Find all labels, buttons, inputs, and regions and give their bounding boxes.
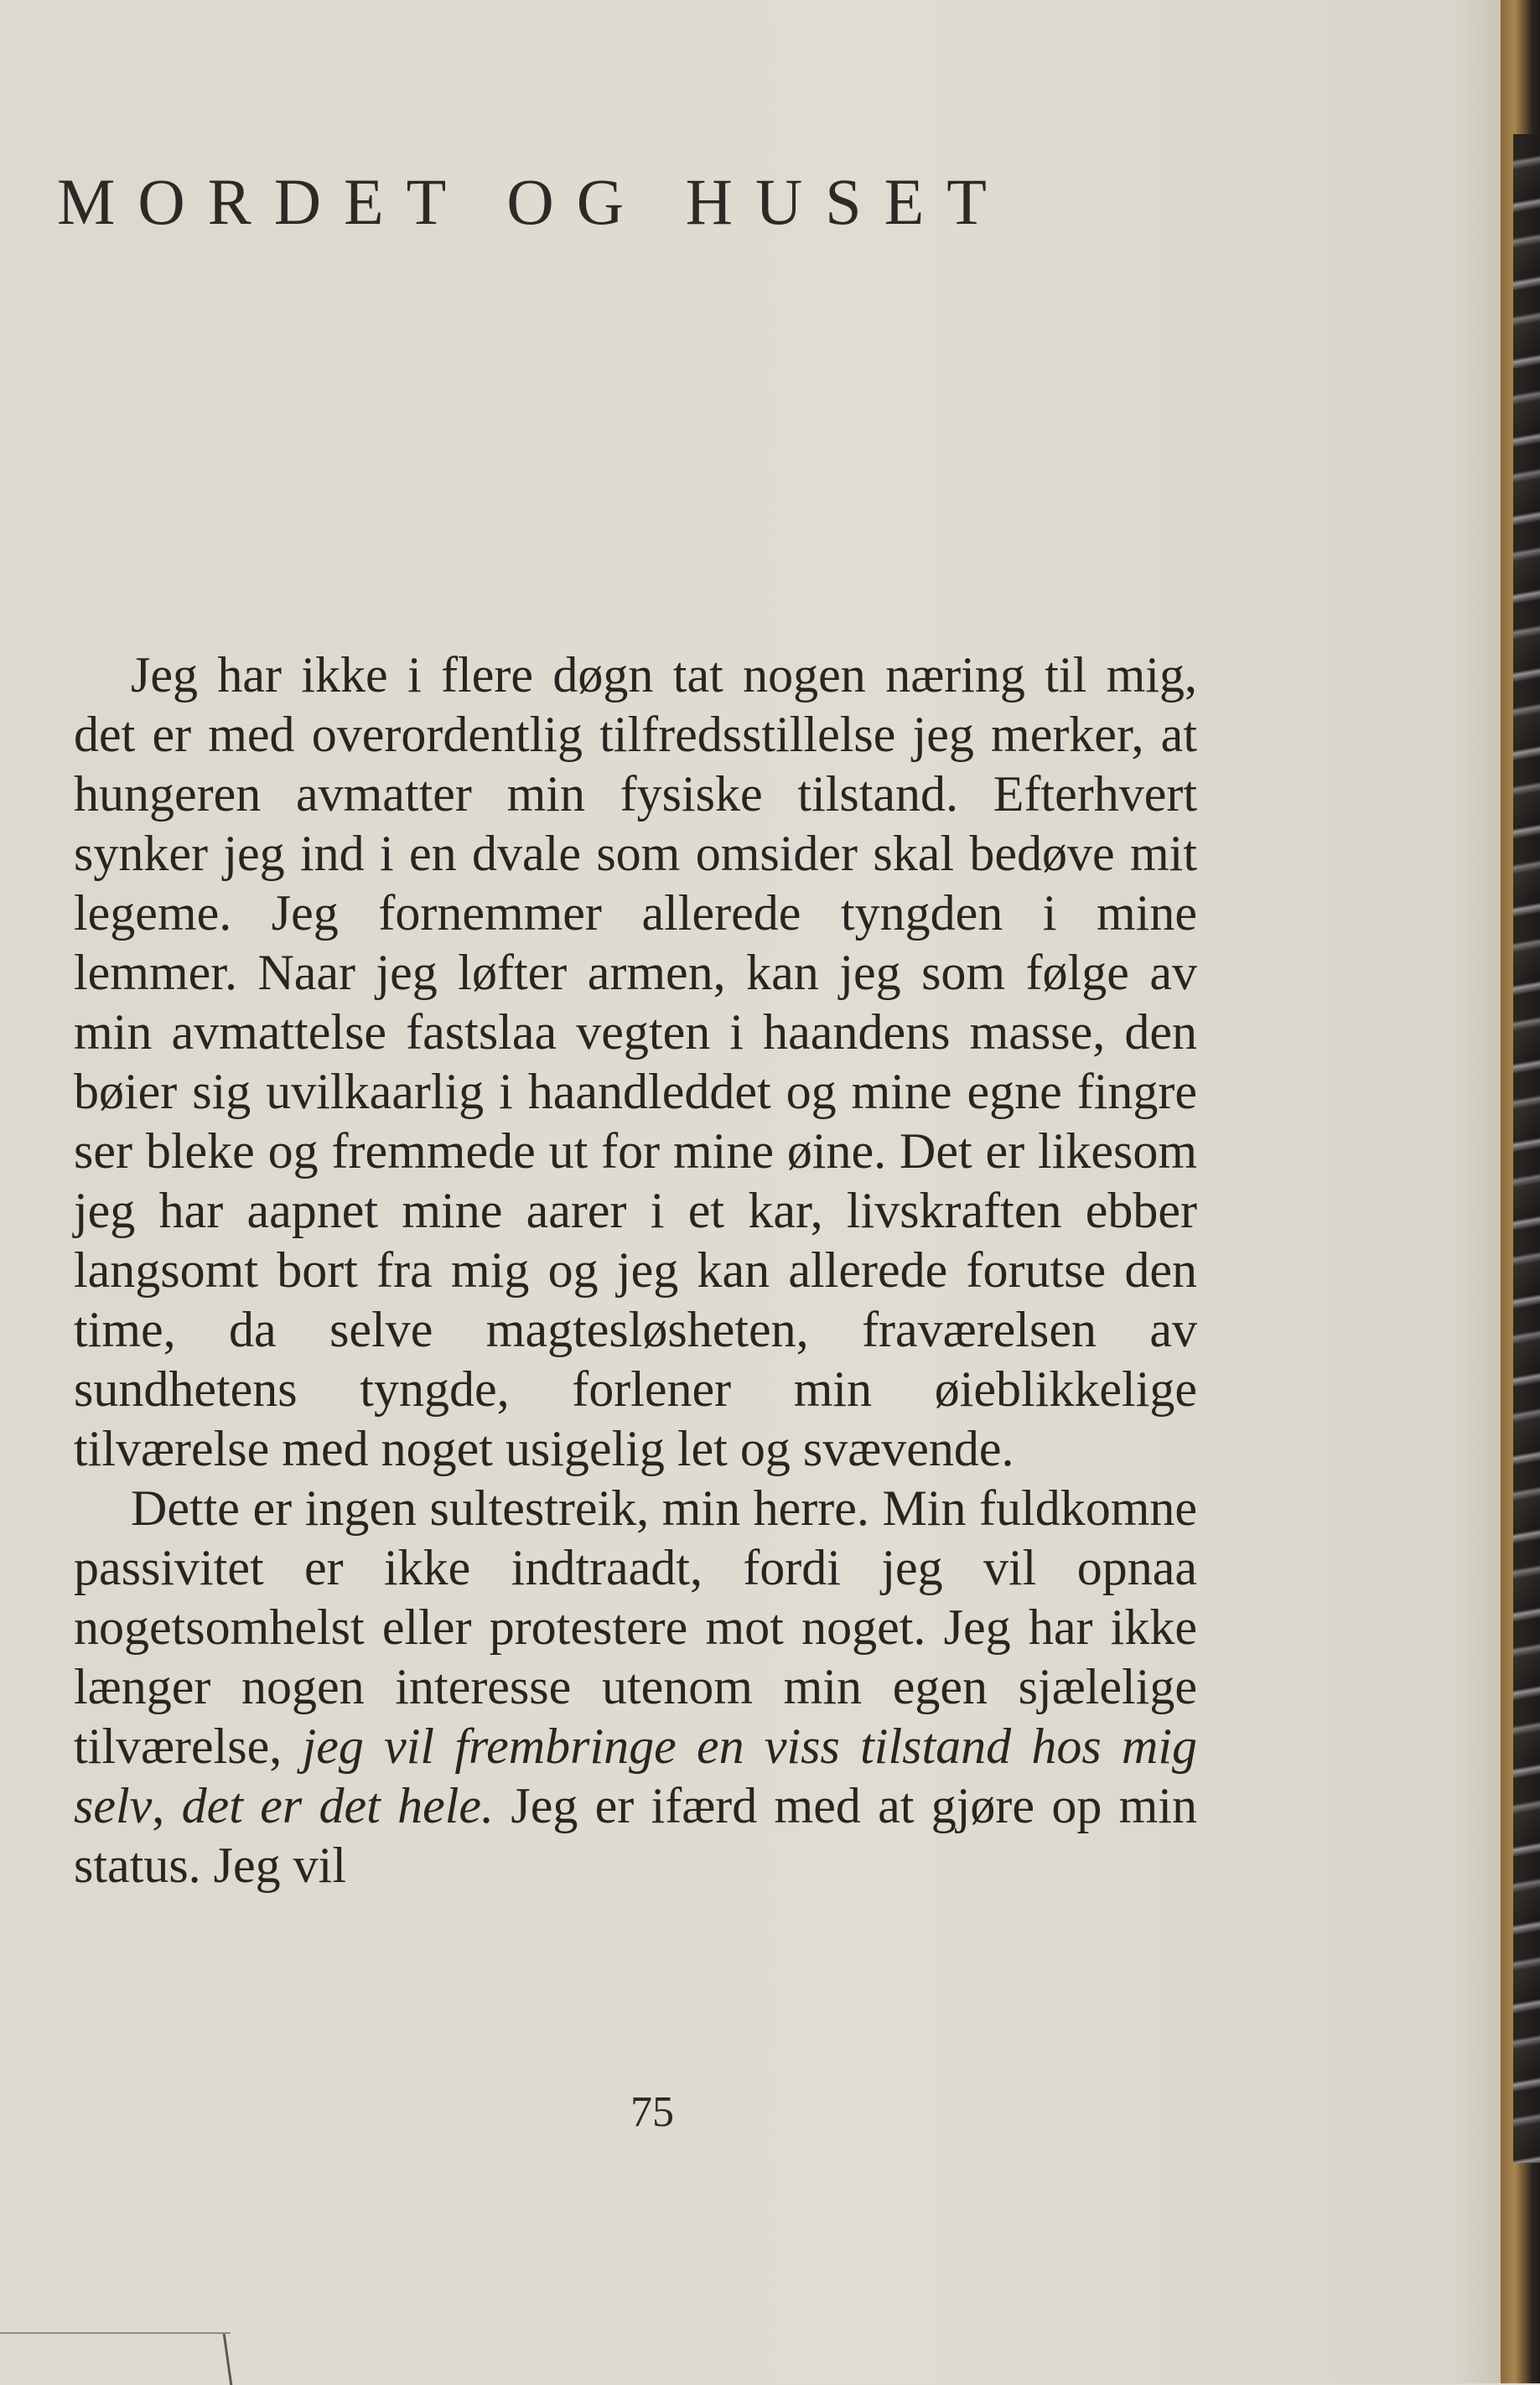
paragraph-2-italic-1: jeg vil frembringe en viss tilstand hos mig selv (74, 1719, 1198, 1833)
body-text (74, 646, 1197, 1895)
marbled-cover-edge (1513, 134, 1540, 2163)
running-head: MORDET OG HUSET (57, 165, 1009, 238)
paragraph-2-end: Jeg er ifærd med at gjøre op min status. Jeg vil (74, 1778, 1198, 1893)
paper-corner-mark (0, 2332, 231, 2385)
page-number: 75 (630, 2088, 674, 2136)
paragraph-2-start: Dette er ingen sultestreik, min herre. Min fuldkomne passivitet er ikke indtraadt, fordi jeg vil opnaa nogetsomhelst eller protestere mot noget. Jeg har ikke længer nogen interesse utenom min egen sjælelige tilværelse, (74, 1480, 1197, 1774)
paragraph-2 (74, 1479, 1197, 1895)
paragraph-2-comma: , (152, 1778, 165, 1833)
paragraph-2-italic-2: det er det hele. (181, 1778, 495, 1833)
paragraph-1: Jeg har ikke i flere døgn tat nogen næring til mig, det er med overordentlig tilfredsstillelse jeg merker, at hungeren avmatter min fysiske tilstand. Efterhvert synker jeg ind i en dvale som omsider skal bedøve mit legeme. Jeg fornemmer allerede tyngden i mine lemmer. Naar jeg løfter armen, kan jeg som følge av min avmattelse fastslaa vegten i haandens masse, den bøier sig uvilkaarlig i haandleddet og mine egne fingre ser bleke og fremmede ut for mine øine. Det er likesom jeg har aapnet mine aarer i et kar, livskraften ebber langsomt bort fra mig og jeg kan allerede forutse den time, da selve magtesløsheten, fraværelsen av sundhetens tyngde, forlener min øieblikkelige tilværelse med noget usigelig let og svævende. (74, 647, 1197, 1476)
